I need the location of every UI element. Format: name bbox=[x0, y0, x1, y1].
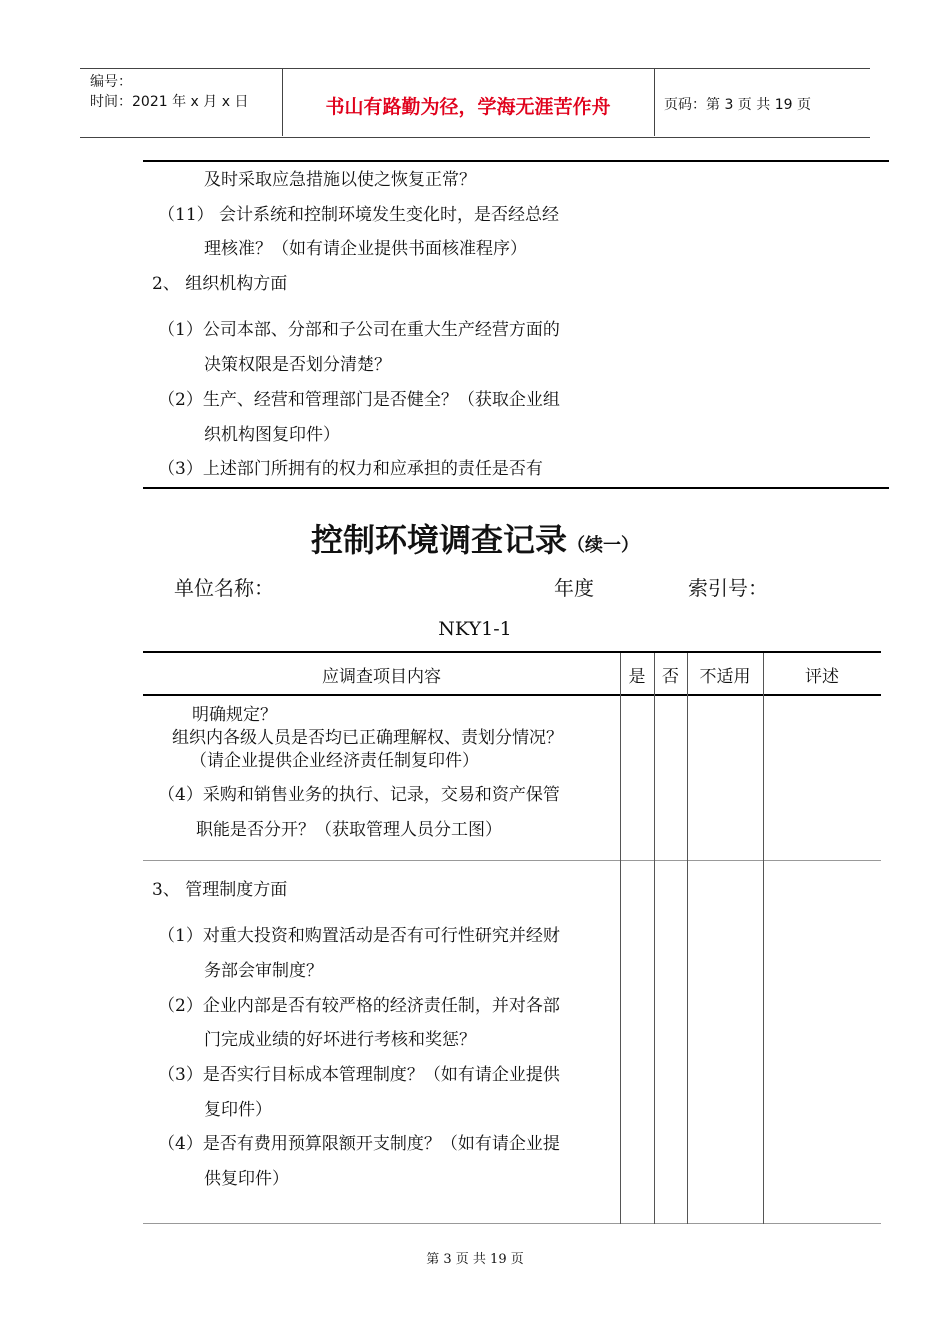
table-cell-text: （3）是否实行目标成本管理制度？（如有请企业提供 bbox=[158, 1065, 560, 1085]
table-row-divider bbox=[143, 860, 881, 861]
table-cell-text: 明确规定？ bbox=[192, 705, 277, 725]
table-header-border bbox=[143, 694, 881, 696]
table-cell-text: 组织内各级人员是否均已正确理解权、责划分情况？ bbox=[172, 728, 563, 748]
th-not-applicable: 不适用 bbox=[699, 667, 751, 687]
text-line: （11） 会计系统和控制环境发生变化时，是否经总经 bbox=[158, 205, 560, 225]
serial-label: 编号： bbox=[90, 74, 132, 90]
table-col-divider bbox=[620, 653, 621, 1224]
title-main: 控制环境调查记录 bbox=[310, 521, 567, 559]
table-cell-text: （2）企业内部是否有较严格的经济责任制，并对各部 bbox=[158, 996, 560, 1016]
table-cell-text: （4）采购和销售业务的执行、记录，交易和资产保管 bbox=[158, 785, 560, 805]
table-col-divider bbox=[763, 653, 764, 1224]
header-divider bbox=[654, 68, 655, 136]
table-col-divider bbox=[687, 653, 688, 1224]
table-cell-text: 职能是否分开？（获取管理人员分工图） bbox=[196, 820, 502, 840]
page-footer: 第 3 页 共 19 页 bbox=[426, 1252, 524, 1267]
text-line: （3）上述部门所拥有的权力和应承担的责任是否有 bbox=[158, 459, 543, 479]
table-cell-text: 复印件） bbox=[204, 1100, 272, 1120]
unit-name-label: 单位名称： bbox=[174, 576, 274, 600]
time-label: 时间：2021 年 x 月 x 日 bbox=[90, 94, 249, 110]
header-left bbox=[90, 72, 248, 112]
table-bottom-border bbox=[143, 1223, 881, 1224]
table-cell-text: （1）对重大投资和购置活动是否有可行性研究并经财 bbox=[158, 926, 560, 946]
text-line: 决策权限是否划分清楚？ bbox=[204, 355, 391, 375]
text-line: 理核准？（如有请企业提供书面核准程序） bbox=[204, 239, 527, 259]
index-code: NKY1-1 bbox=[438, 618, 512, 640]
page-title bbox=[0, 515, 950, 561]
table-cell-text: （4）是否有费用预算限额开支制度？（如有请企业提 bbox=[158, 1134, 560, 1154]
table-cell-text: （请企业提供企业经济责任制复印件） bbox=[190, 751, 479, 771]
table-col-divider bbox=[654, 653, 655, 1224]
th-yes: 是 bbox=[628, 667, 646, 687]
header-motto: 书山有路勤为径，学海无涯苦作舟 bbox=[325, 96, 611, 118]
table-cell-text: 务部会审制度？ bbox=[204, 961, 323, 981]
section-heading: 2、 组织机构方面 bbox=[152, 274, 288, 294]
title-suffix: （续一） bbox=[567, 535, 639, 556]
table-cell-text: 门完成业绩的好坏进行考核和奖惩？ bbox=[204, 1030, 476, 1050]
year-label: 年度 bbox=[554, 576, 594, 600]
section-bottom-rule bbox=[143, 487, 889, 489]
section-top-rule bbox=[143, 160, 889, 162]
th-comment: 评述 bbox=[805, 667, 839, 687]
table-cell-text: 供复印件） bbox=[204, 1169, 289, 1189]
text-line: （1）公司本部、分部和子公司在重大生产经营方面的 bbox=[158, 320, 560, 340]
header-page-info: 页码：第 3 页 共 19 页 bbox=[664, 97, 811, 113]
section-heading: 3、 管理制度方面 bbox=[152, 880, 288, 900]
index-label: 索引号： bbox=[688, 576, 768, 600]
text-line: 织机构图复印件） bbox=[204, 425, 340, 445]
table-top-border bbox=[143, 651, 881, 653]
text-line: 及时采取应急措施以使之恢复正常？ bbox=[204, 170, 476, 190]
text-line: （2）生产、经营和管理部门是否健全？（获取企业组 bbox=[158, 390, 560, 410]
th-item-content: 应调查项目内容 bbox=[322, 667, 441, 687]
th-no: 否 bbox=[662, 667, 679, 687]
